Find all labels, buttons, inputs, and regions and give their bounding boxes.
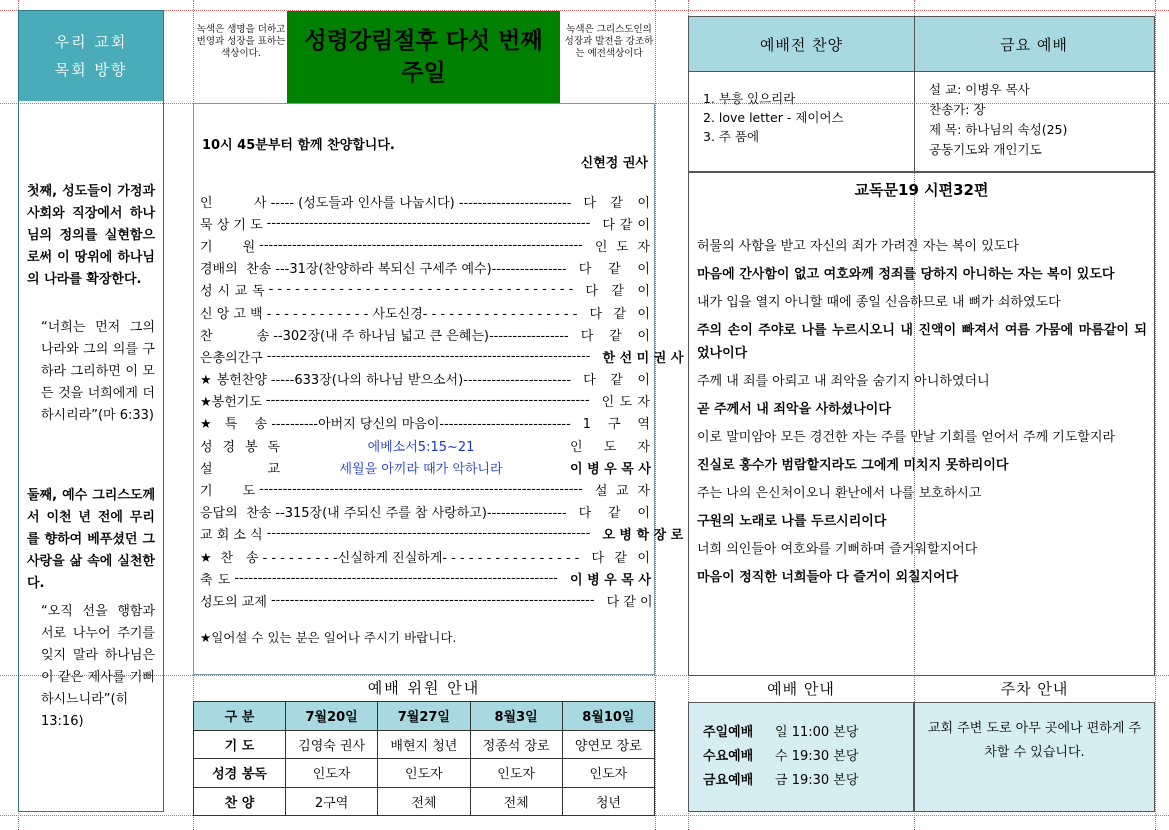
green-color-note-right: 녹색은 그리스도인의 성장과 발전을 강조하는 예전색상이다	[564, 24, 654, 59]
order-row	[200, 234, 650, 256]
order-item-name: 응답의 찬송	[200, 506, 272, 522]
reading-line: 너희 의인들아 여호와를 기뻐하며 즐거워할지어다	[697, 542, 978, 557]
order-item-detail: 세월을 아끼라 때가 악하니라	[339, 461, 503, 477]
reading-title: 교독문19 시편32편	[854, 181, 989, 199]
order-item-name: 은총의간구	[200, 350, 263, 366]
order-item-detail: - - - - - - - - - - - - - - - - - - - - - - - - - - - - - - - - - - -	[268, 282, 574, 298]
table-cell: 인도자	[470, 759, 562, 788]
reading-line: 이로 말미암아 모든 경건한 자는 주를 만날 기회를 얻어서 주께 기도할지라	[697, 430, 1116, 445]
reading-lines	[697, 235, 1147, 594]
committee-table	[193, 701, 655, 816]
order-row	[200, 212, 650, 234]
service-schedule-title: 예배 안내	[767, 680, 835, 698]
order-item-detail: ---------------------------------------------------------------------	[265, 393, 590, 409]
order-item-person: 인 도 자	[570, 439, 650, 455]
direction-point-2: 둘째, 예수 그리스도께서 이천 년 전에 무리를 향하여 베푸셨던 그 사랑을 삶 속에 실천한다.	[27, 488, 155, 591]
table-row	[194, 787, 655, 816]
order-item-detail: ----- (성도들과 인사를 나눕시다) ------------------------	[270, 195, 572, 211]
table-cell: 전체	[470, 787, 562, 816]
order-item-name: 설 교	[200, 461, 280, 477]
order-row	[200, 301, 650, 323]
reading-line: 마음에 간사함이 없고 여호와께 정죄를 당하지 아니하는 자는 복이 있도다	[697, 267, 1115, 282]
reading-line: 구원의 노래로 나를 두르시리이다	[697, 514, 887, 529]
order-row	[200, 589, 653, 611]
order-item-name: 성도의 교제	[200, 594, 267, 610]
guide-line	[655, 0, 656, 830]
table-cell: 전체	[378, 787, 470, 816]
order-item-detail: ---------------------------------------------------------------------	[259, 482, 583, 498]
service-row	[703, 769, 913, 793]
table-cell: 인도자	[378, 759, 470, 788]
committee-title: 예배 위원 안내	[367, 679, 481, 697]
order-item-person: 다 같 이	[578, 506, 650, 522]
order-row	[200, 434, 650, 456]
praise-intro: 10시 45분부터 함께 찬양합니다.	[202, 138, 395, 153]
parking-info: 교회 주변 도로 아무 곳에나 편하게 주차할 수 있습니다.	[914, 702, 1155, 812]
table-cell: 정종석 장로	[470, 730, 562, 759]
table-cell: 인도자	[286, 759, 378, 788]
order-item-person: 이 병 우 목 사	[570, 572, 651, 588]
order-item-detail: ---------------------------------------------------------------------	[259, 237, 583, 253]
table-cell: 청년	[562, 787, 654, 816]
order-row	[200, 501, 650, 523]
table-cell: 기 도	[194, 730, 286, 759]
praise-and-friday-panel	[688, 16, 1155, 172]
order-item-name: 성 시 교 독	[200, 284, 265, 300]
order-row	[200, 257, 650, 279]
order-item-person: 다 같 이	[583, 373, 650, 389]
order-item-detail: ---31장(찬양하라 복되신 구세주 예수)----------------	[275, 262, 567, 278]
reading-line: 진실로 홍수가 범람할지라도 그에게 미치지 못하리이다	[697, 458, 1009, 473]
praise-song-list	[703, 89, 844, 146]
list-item: 제 목: 하나님의 속성(25)	[929, 122, 1068, 137]
pre-worship-praise-title: 예배전 찬양	[689, 17, 914, 72]
table-header-cell: 7월20일	[286, 702, 378, 731]
order-item-name: 신 앙 고 백	[200, 306, 263, 322]
order-item-person: 이 병 우 목 사	[570, 461, 651, 477]
order-item-detail: 에베소서5:15~21	[367, 439, 475, 455]
table-cell: 배현지 청년	[378, 730, 470, 759]
table-cell: 성경 봉독	[194, 759, 286, 788]
order-item-name: 기 도	[200, 484, 256, 500]
responsive-reading	[688, 172, 1155, 676]
order-item-name: 성 경 봉 독	[200, 439, 280, 455]
order-row	[200, 567, 650, 589]
direction-quote-1: “너희는 먼저 그의 나라와 그의 의를 구하라 그리하면 이 모든 것을 너희에게 더하시리라”(마 6:33)	[41, 320, 155, 423]
order-item-name: ★봉헌기도	[200, 395, 262, 411]
service-time: 금 19:30 본당	[775, 773, 859, 788]
friday-service-details	[929, 80, 1067, 160]
table-header-cell: 구 분	[194, 702, 286, 731]
order-item-name: ★특 송	[200, 417, 268, 433]
list-item: 1. 부흥 있으리라	[703, 91, 796, 106]
order-item-person: 다 같 이	[580, 328, 650, 344]
service-time: 수 19:30 본당	[775, 749, 859, 764]
order-item-name: 축 도	[200, 572, 231, 588]
order-item-person: 다 같 이	[578, 262, 650, 278]
order-item-person: 다 같 이	[583, 195, 650, 211]
praise-leader: 신현정 권사	[580, 156, 648, 171]
direction-point-1: 첫째, 성도들이 가정과 사회와 직장에서 하나님의 정의를 실현함으로써 이 땅위에 하나님의 나라를 확장한다.	[27, 184, 155, 287]
table-row	[194, 759, 655, 788]
table-header-cell: 7월27일	[378, 702, 470, 731]
order-item-person: 설 교 자	[594, 484, 650, 500]
order-row	[200, 478, 650, 500]
table-cell: 김영숙 권사	[286, 730, 378, 759]
order-item-name: 인 사	[200, 195, 267, 211]
reading-line: 허물의 사함을 받고 자신의 죄가 가려진 자는 복이 있도다	[697, 239, 1019, 254]
order-item-detail: -----633장(나의 하나님 받으소서)-----------------------	[270, 373, 572, 389]
order-row	[200, 412, 650, 434]
order-item-detail: ---------------------------------------------------------------------	[266, 348, 591, 364]
order-row	[200, 190, 650, 212]
header-line: 우리 교회	[54, 33, 128, 51]
ministry-direction-header	[19, 11, 163, 101]
table-header-cell: 8월3일	[470, 702, 562, 731]
order-row	[200, 456, 650, 478]
service-time: 일 11:00 본당	[775, 725, 859, 740]
order-item-name: 경배의 찬송	[200, 262, 272, 278]
order-item-detail: ---------------------------------------------------------------------	[270, 592, 595, 608]
order-item-detail: - - - - - - - - - - - - 사도신경- - - - - - - - - - - - - - - - - -	[266, 306, 578, 322]
order-item-person: 다 같 이	[602, 217, 650, 233]
guide-line	[1155, 0, 1156, 830]
reading-line: 주는 나의 은신처이오니 환난에서 나를 보호하시고	[697, 486, 982, 501]
order-row	[200, 545, 650, 567]
order-item-name: 묵 상 기 도	[200, 217, 263, 233]
order-item-detail: ---------------------------------------------------------------------	[266, 526, 591, 542]
sunday-title: 성령강림절후 다섯 번째 주일	[287, 11, 560, 103]
table-cell: 2구역	[286, 787, 378, 816]
list-item: 공동기도와 개인기도	[929, 142, 1042, 157]
order-item-detail: - - - - - - - - -신실하게 진실하게- - - - - - - - - - - - - - - -	[262, 550, 580, 566]
order-item-person: 1 구 역	[582, 417, 650, 433]
order-of-worship	[193, 103, 684, 675]
order-item-name: ★찬 송	[200, 550, 259, 566]
order-row	[200, 368, 650, 390]
table-row	[194, 730, 655, 759]
list-item: 3. 주 품에	[703, 129, 760, 144]
green-color-note-left: 녹색은 생명을 더하고 번영과 성장을 표하는 색상이다.	[196, 24, 286, 59]
service-name: 주일예배	[703, 725, 754, 740]
order-item-person: 오 병 학 장 로	[602, 528, 684, 544]
order-list	[200, 190, 684, 612]
order-item-person: 다 같 이	[606, 594, 653, 610]
table-cell: 인도자	[562, 759, 654, 788]
order-item-detail: ---------------------------------------------------------------------	[234, 570, 558, 586]
standing-note: ★일어설 수 있는 분은 일어나 주시기 바랍니다.	[200, 630, 457, 645]
order-item-name: ★봉헌찬양	[200, 373, 267, 389]
order-row	[200, 523, 684, 545]
order-item-name: 교 회 소 식	[200, 528, 263, 544]
order-item-detail: ---------------------------------------------------------------------	[266, 215, 591, 231]
guide-line	[0, 10, 1169, 11]
order-item-person: 인 도 자	[601, 395, 650, 411]
service-name: 금요예배	[703, 773, 754, 788]
table-header-row	[194, 702, 655, 731]
header-line: 목회 방향	[54, 61, 128, 79]
parking-title: 주차 안내	[1000, 680, 1069, 698]
ministry-direction-panel	[18, 10, 164, 812]
order-item-person: 한 선 미 권 사	[602, 350, 684, 366]
reading-line: 내가 입을 열지 아니할 때에 종일 신음하므로 내 뼈가 쇠하였도다	[697, 295, 1061, 310]
order-item-name: 찬 송	[200, 328, 270, 344]
reading-line: 주께 내 죄를 아뢰고 내 죄악을 숨기지 아니하였더니	[697, 374, 990, 389]
order-row	[200, 323, 650, 345]
list-item: 2. love letter - 제이어스	[703, 110, 844, 125]
order-item-person: 다 같 이	[591, 550, 650, 566]
order-item-detail: ----------아버지 당신의 마음이----------------------------	[271, 417, 571, 433]
service-row	[703, 721, 913, 745]
service-schedule	[688, 702, 914, 812]
table-header-cell: 8월10일	[562, 702, 654, 731]
service-row	[703, 745, 913, 769]
order-item-person: 인 도 자	[594, 239, 650, 255]
friday-service-title: 금요 예배	[914, 17, 1154, 72]
reading-line: 곧 주께서 내 죄악을 사하셨나이다	[697, 402, 891, 417]
order-item-detail: --315장(내 주되신 주를 참 사랑하고)-----------------	[275, 506, 567, 522]
reading-line: 주의 손이 주야로 나를 누르시오니 내 진액이 빠져서 여름 가뭄에 마름같이 되었나이다	[697, 323, 1147, 361]
order-row	[200, 390, 650, 412]
table-cell: 찬 양	[194, 787, 286, 816]
order-item-person: 다 같 이	[589, 306, 650, 322]
order-row	[200, 345, 684, 367]
list-item: 찬송가: 장	[929, 102, 986, 117]
service-name: 수요예배	[703, 749, 754, 764]
order-row	[200, 279, 650, 301]
reading-line: 마음이 정직한 너희들아 다 즐거이 외칠지어다	[697, 570, 959, 585]
list-item: 설 교: 이병우 목사	[929, 82, 1030, 97]
divider	[914, 17, 915, 171]
table-cell: 양연모 장로	[562, 730, 654, 759]
order-item-person: 다 같 이	[585, 284, 650, 300]
order-item-detail: --302장(내 주 하나님 넓고 큰 은혜는)-----------------	[273, 328, 569, 344]
order-item-name: 기 원	[200, 239, 256, 255]
direction-quote-2: “오직 선을 행함과 서로 나누어 주기를 잊지 말라 하나님은 이 같은 제사를 기뻐하시느니라”(히 13:16)	[41, 604, 155, 729]
